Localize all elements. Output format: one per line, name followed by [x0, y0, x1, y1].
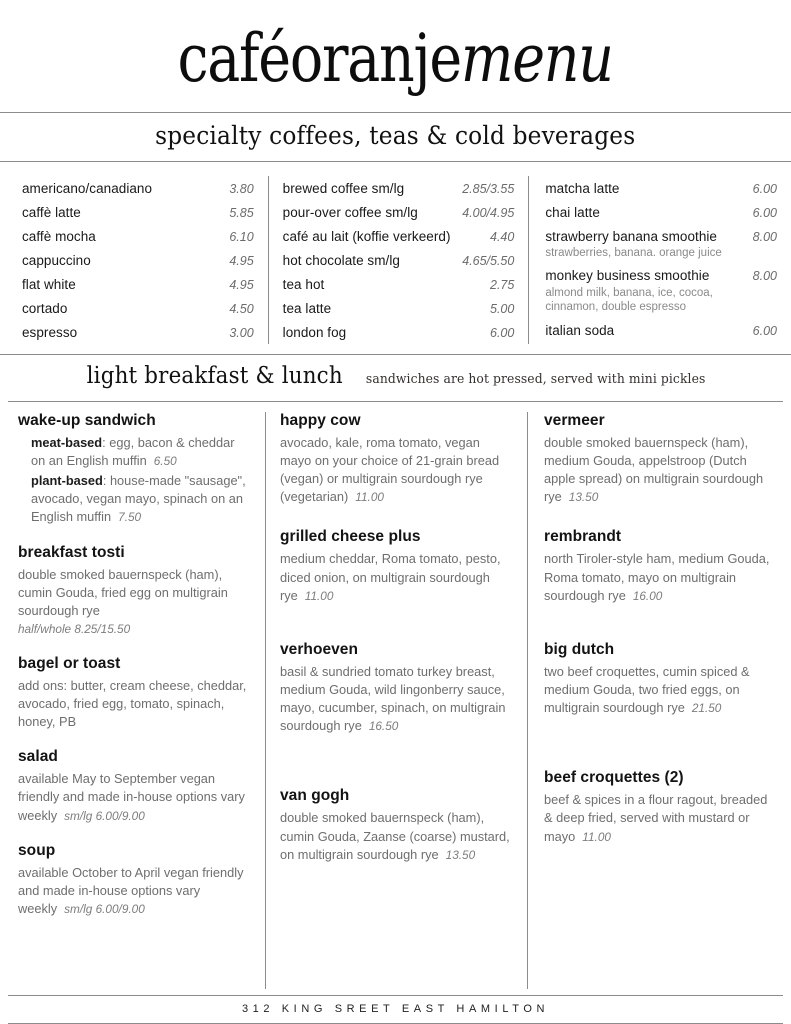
drink-price: 4.40 [490, 229, 515, 244]
variant-label: meat-based [31, 434, 103, 450]
dish-title: breakfast tosti [18, 543, 125, 561]
drink-name: london fog [282, 324, 347, 340]
food-columns [0, 402, 791, 995]
drink-price: 2.85/3.55 [462, 181, 515, 196]
drink-row [22, 296, 254, 320]
dish-description-text: double smoked bauernspeck (ham), cumin Gouda, Zaanse (coarse) mustard, on multigrain sourdough rye [280, 810, 510, 862]
drink-name: cappuccino [22, 252, 91, 268]
drink-description: almond milk, banana, ice, cocoa, cinnamon, double espresso [545, 286, 713, 314]
dish-price: 7.50 [118, 510, 142, 525]
dish-variant-meat-based [31, 434, 251, 470]
drink-price: 3.00 [229, 325, 254, 340]
drink-name: caffè latte [22, 204, 81, 220]
drinks-column-2 [268, 176, 529, 344]
drink-price: 6.10 [229, 229, 254, 244]
variant-description: : house-made "sausage", avocado, vegan mayo, spinach on an English muffin [31, 473, 246, 525]
drink-row [283, 296, 515, 320]
drink-price: 5.00 [490, 301, 515, 316]
brand-wordmark [177, 20, 614, 97]
dish-price: half/whole 8.25/15.50 [18, 622, 131, 636]
dish-title: van gogh [280, 787, 350, 805]
drink-row [22, 248, 254, 272]
drink-price: 5.85 [229, 205, 254, 220]
dish-price: sm/lg 6.00/9.00 [64, 902, 145, 916]
drink-price: 4.95 [229, 253, 254, 268]
drink-row [22, 320, 254, 344]
dish-description-text: double smoked bauernspeck (ham), medium Gouda, appelstroop (Dutch apple spread) on multigrain sourdough rye [544, 434, 764, 505]
dish-description-text: beef & spices in a flour ragout, breaded & deep fried, served with mustard or mayo [544, 792, 768, 844]
dish-price: 13.50 [568, 490, 599, 505]
dish-title: grilled cheese plus [280, 528, 421, 546]
footer [0, 995, 791, 1024]
dish-variant-plant-based [31, 472, 251, 526]
dish-description [280, 663, 513, 736]
food-section-title: light breakfast & lunch [86, 363, 343, 389]
variant-label: plant-based [31, 473, 103, 489]
dish-price: 6.50 [153, 453, 177, 468]
dish-title: big dutch [544, 640, 615, 658]
drink-row [22, 224, 254, 248]
dish-price: 11.00 [304, 588, 334, 603]
drink-name: tea hot [282, 276, 325, 292]
dish-description [544, 550, 777, 604]
drink-name: cortado [22, 300, 68, 316]
food-section-banner [0, 355, 791, 401]
drink-price: 4.50 [229, 301, 254, 316]
drink-row [545, 224, 777, 248]
brand-name: caféoranje [177, 20, 462, 97]
dish-vermeer [544, 412, 777, 507]
dish-van-gogh [280, 787, 513, 863]
dish-title: salad [18, 748, 58, 766]
drinks-section-title: specialty coffees, teas & cold beverages [155, 121, 636, 150]
drink-name: monkey business smoothie [545, 268, 710, 284]
dish-price: 11.00 [355, 490, 384, 505]
dish-description [280, 434, 513, 507]
drink-name: brewed coffee sm/lg [282, 180, 405, 196]
drink-price: 3.80 [229, 181, 254, 196]
variant-description: : egg, bacon & cheddar on an English muffin [31, 434, 235, 468]
drink-row [283, 176, 515, 200]
drink-price: 4.00/4.95 [462, 205, 515, 220]
dish-description-text: double smoked bauernspeck (ham), cumin Gouda, fried egg on multigrain sourdough rye [18, 566, 228, 618]
drink-row [545, 176, 777, 200]
dish-description [280, 550, 513, 604]
dish-happy-cow [280, 412, 513, 507]
drinks-columns [0, 162, 791, 354]
dish-wake-up-sandwich [18, 412, 251, 527]
drink-name: café au lait (koffie verkeerd) [282, 228, 451, 244]
footer-address: 312 KING SREET EAST HAMILTON [241, 1003, 550, 1015]
dish-description [18, 864, 251, 918]
dish-price: 21.50 [691, 701, 722, 716]
dish-description-text: north Tiroler-style ham, medium Gouda, Roma tomato, mayo on multigrain sourdough rye [544, 551, 770, 603]
dish-description: add ons: butter, cream cheese, cheddar, avocado, fried egg, tomato, spinach, honey, PB [18, 677, 247, 730]
dish-beef-croquettes [544, 769, 777, 845]
drink-name: tea latte [282, 300, 332, 316]
dish-title: rembrandt [544, 528, 622, 546]
dish-big-dutch [544, 641, 777, 717]
drink-price: 2.75 [490, 277, 515, 292]
dish-price: 16.50 [368, 719, 399, 734]
dish-description-text: basil & sundried tomato turkey breast, medium Gouda, wild lingonberry sauce, mayo, cucumber, spinach, on multigrain sourdough rye [280, 663, 506, 734]
dish-title: vermeer [544, 411, 605, 429]
drink-row [545, 200, 777, 224]
brand-menu-word: menu [461, 20, 614, 97]
drink-name: chai latte [545, 204, 600, 220]
dish-salad [18, 748, 251, 824]
dish-description-text: avocado, kale, roma tomato, vegan mayo on your choice of 21-grain bread (vegan) or multigrain sourdough rye (vegetarian) [280, 434, 500, 505]
drink-price: 6.00 [490, 325, 515, 340]
dish-price: 13.50 [445, 847, 476, 862]
dish-soup [18, 842, 251, 918]
dish-rembrandt [544, 528, 777, 604]
food-column-1 [0, 412, 265, 989]
drink-row [22, 176, 254, 200]
dish-title: beef croquettes (2) [544, 769, 684, 787]
drink-row [22, 272, 254, 296]
dish-description [280, 809, 513, 863]
drink-name: flat white [22, 276, 76, 292]
dish-title: happy cow [280, 411, 361, 429]
drink-row [545, 264, 777, 288]
dish-breakfast-tosti [18, 544, 251, 638]
masthead [0, 0, 791, 112]
dish-title: soup [18, 841, 56, 859]
drink-name: hot chocolate sm/lg [282, 252, 400, 268]
drink-price: 8.00 [752, 269, 778, 284]
drink-price: 6.00 [752, 181, 778, 196]
drink-row [545, 318, 777, 342]
food-section-subtitle: sandwiches are hot pressed, served with mini pickles [366, 372, 706, 387]
drink-price: 8.00 [752, 229, 778, 244]
drink-row [283, 200, 515, 224]
dish-verhoeven [280, 641, 513, 736]
dish-title: wake-up sandwich [18, 411, 156, 429]
dish-title: bagel or toast [18, 654, 121, 672]
drink-name: italian soda [545, 322, 615, 338]
dish-description [18, 770, 251, 824]
dish-description-text: available October to April vegan friendly and made in-house options vary weekly [18, 864, 244, 916]
drink-row [283, 320, 515, 344]
dish-description-text: available May to September vegan friendly and made in-house options vary weekly [18, 771, 245, 823]
drink-row [283, 224, 515, 248]
drink-price: 4.65/5.50 [462, 253, 515, 268]
drinks-column-1 [0, 176, 268, 344]
dish-description [544, 663, 777, 717]
drink-name: caffè mocha [22, 228, 96, 244]
dish-price: sm/lg 6.00/9.00 [64, 808, 145, 823]
dish-description [544, 791, 777, 845]
drink-row [22, 200, 254, 224]
drinks-section-banner [0, 113, 791, 161]
drink-name: americano/canadiano [22, 180, 153, 196]
drink-price: 6.00 [752, 205, 778, 220]
dish-title: verhoeven [280, 640, 358, 658]
drink-name: pour-over coffee sm/lg [282, 204, 418, 220]
food-column-2 [265, 412, 527, 989]
drink-name: espresso [22, 324, 78, 340]
dish-price: 11.00 [582, 829, 611, 844]
drink-price: 4.95 [229, 277, 254, 292]
food-column-3 [527, 412, 791, 989]
dish-grilled-cheese-plus [280, 528, 513, 604]
drink-row [283, 248, 515, 272]
dish-price: 16.00 [632, 588, 663, 603]
dish-description [544, 434, 777, 507]
drink-name: strawberry banana smoothie [545, 228, 717, 244]
dish-description-text: medium cheddar, Roma tomato, pesto, diced onion, on multigrain sourdough rye [280, 551, 501, 603]
dish-bagel-or-toast [18, 655, 251, 731]
drinks-column-3 [528, 176, 791, 344]
drink-name: matcha latte [545, 180, 620, 196]
dish-description [18, 566, 251, 638]
drink-description: strawberries, banana. orange juice [545, 247, 722, 259]
dish-description-text: two beef croquettes, cumin spiced & medium Gouda, two fried eggs, on multigrain sourdough rye [544, 663, 750, 716]
drink-price: 6.00 [752, 323, 778, 338]
drink-row [283, 272, 515, 296]
